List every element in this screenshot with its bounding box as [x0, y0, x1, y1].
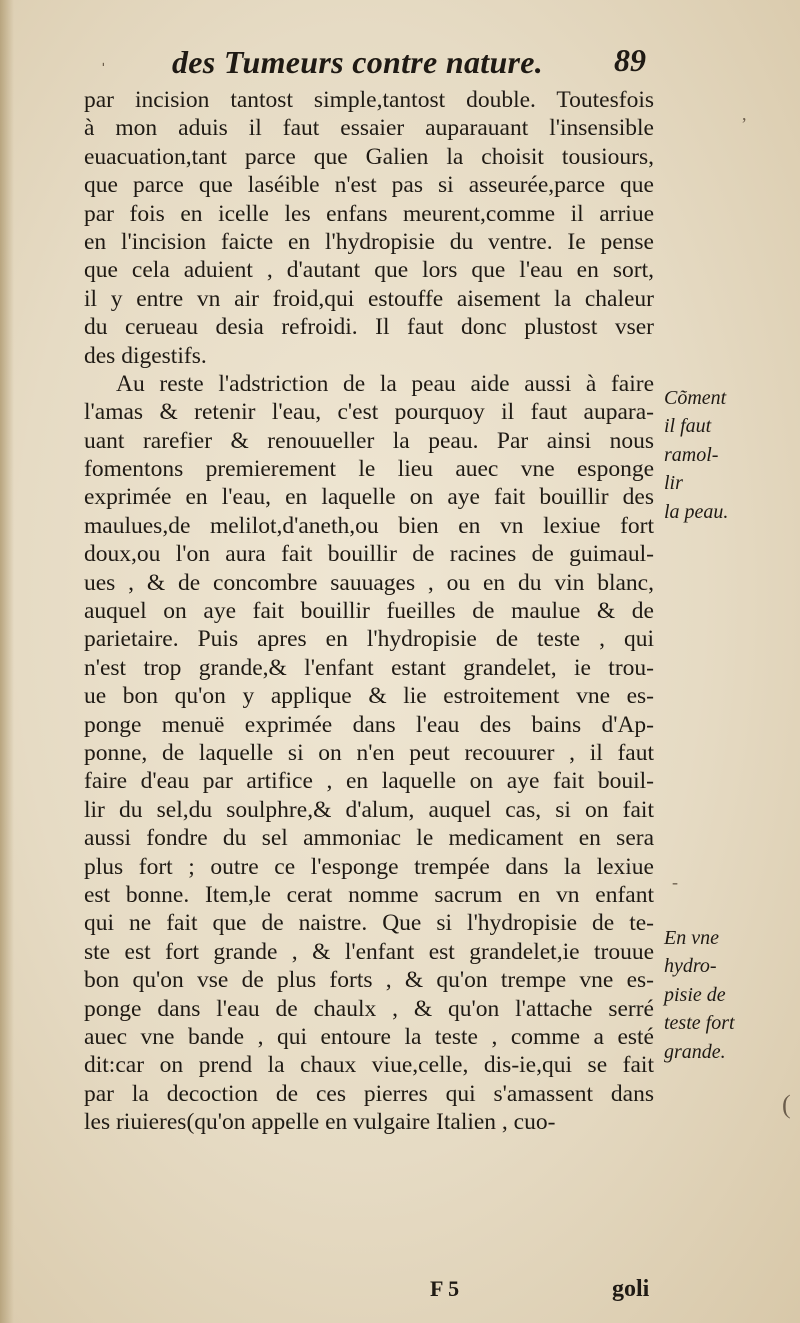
stray-ink-mark: , [742, 104, 747, 124]
page-number: 89 [614, 42, 646, 78]
margin-note-line: hydro- [664, 955, 717, 978]
page-shadow-edge [0, 0, 14, 1323]
signature-text: F 5 [430, 1276, 460, 1301]
text-line: du cerueau desia refroidi. Il faut donc plustost vser [84, 314, 654, 341]
text-line: ponge dans l'eau de chaulx , & qu'on l'attache serré [84, 995, 654, 1022]
margin-note-line: grande. [664, 1040, 726, 1063]
text-line: par fois en icelle les enfans meurent,comme il arriue [84, 200, 654, 227]
text-line: l'amas & retenir l'eau, c'est pourquoy il faut aupara- [84, 399, 654, 426]
margin-note-line: teste fort [664, 1012, 735, 1035]
text-line: parietaire. Puis apres en l'hydropisie de teste , qui [84, 626, 654, 653]
text-line: par incision tantost simple,tantost double. Toutesfois [84, 87, 654, 113]
text-line: fomentons premierement le lieu auec vne esponge [84, 456, 654, 483]
text-line: que parce que laséible n'est pas si asseurée,parce que [84, 172, 654, 199]
text-line: exprimée en l'eau, en laquelle on aye fait bouillir des [84, 484, 654, 511]
margin-note-softening-skin [664, 384, 800, 526]
text-line: maulues,de melilot,d'aneth,ou bien en vn lexiue fort [84, 512, 654, 539]
margin-note-line: lir [664, 472, 683, 495]
stray-ink-mark: - [672, 872, 678, 892]
page-edge-mark: ( [782, 1090, 791, 1119]
text-line: ponge menuë exprimée dans l'eau des bains d'Ap- [84, 711, 654, 738]
margin-note-line: pisie de [664, 983, 726, 1006]
text-line: ponne, de laquelle si on n'en peut recouurer , il faut [84, 739, 654, 766]
text-line: bon qu'on vse de plus forts , & qu'on trempe vne es- [84, 967, 654, 994]
text-line: auec vne bande , qui entoure la teste , comme a esté [84, 1023, 654, 1050]
text-line: ues , & de concombre sauuages , ou en du vin blanc, [84, 569, 654, 596]
text-line: doux,ou l'on aura fait bouillir de racines de guimaul- [84, 541, 654, 568]
text-line: des digestifs. [84, 342, 207, 369]
text-line: à mon aduis il faut essaier auparauant l'insensible [84, 115, 654, 142]
text-line: dit:car on prend la chaux viue,celle, dis-ie,qui se fait [84, 1052, 654, 1079]
text-line: lir du sel,du soulphre,& d'alum, auquel cas, si on fait [84, 796, 654, 823]
text-line: aussi fondre du sel ammoniac le medicament en sera [84, 825, 654, 852]
text-line: qui ne fait que de naistre. Que si l'hydropisie de te- [84, 910, 654, 937]
printer-mark: ˈ [100, 60, 107, 82]
text-line: Au reste l'adstriction de la peau aide aussi à faire [116, 370, 654, 397]
margin-note-line: ramol- [664, 443, 719, 466]
text-line: ue bon qu'on y applique & lie estroitement vne es- [84, 683, 654, 710]
page-header [0, 34, 800, 84]
text-line: n'est trop grande,& l'enfant estant grandelet, ie trou- [84, 654, 654, 681]
text-line: uant rarefier & renouueller la peau. Par ainsi nous [84, 427, 654, 454]
text-line: les riuieres(qu'on appelle en vulgaire Italien , cuo- [84, 1109, 556, 1136]
margin-note-head-hydrops [664, 924, 800, 1066]
running-title: des Tumeurs contre nature. [172, 44, 544, 80]
text-line: ste est fort grande , & l'enfant est grandelet,ie trouue [84, 938, 654, 965]
catchword: goli [612, 1276, 650, 1302]
text-line: il y entre vn air froid,qui estouffe aisement la chaleur [84, 285, 654, 312]
text-line: en l'incision faicte en l'hydropisie du ventre. Ie pense [84, 228, 654, 255]
text-line: par la decoction de ces pierres qui s'amassent dans [84, 1080, 654, 1107]
margin-note-line: En vne [664, 927, 719, 949]
main-text-block [84, 86, 654, 1136]
margin-note-line: il faut [664, 415, 712, 438]
text-line: euacuation,tant parce que Galien la choisit tousiours, [84, 143, 654, 170]
text-line: faire d'eau par artifice , en laquelle on aye fait bouil- [84, 768, 654, 795]
text-line: plus fort ; outre ce l'esponge trempée dans la lexiue [84, 853, 654, 880]
text-line: est bonne. Item,le cerat nomme sacrum en vn enfant [84, 881, 654, 908]
text-line: auquel on aye fait bouillir fueilles de maulue & de [84, 598, 654, 625]
text-line: que cela aduient , d'autant que lors que l'eau en sort, [84, 257, 654, 284]
margin-note-line: la peau. [664, 500, 729, 523]
margin-note-line: Cõment [664, 387, 727, 409]
